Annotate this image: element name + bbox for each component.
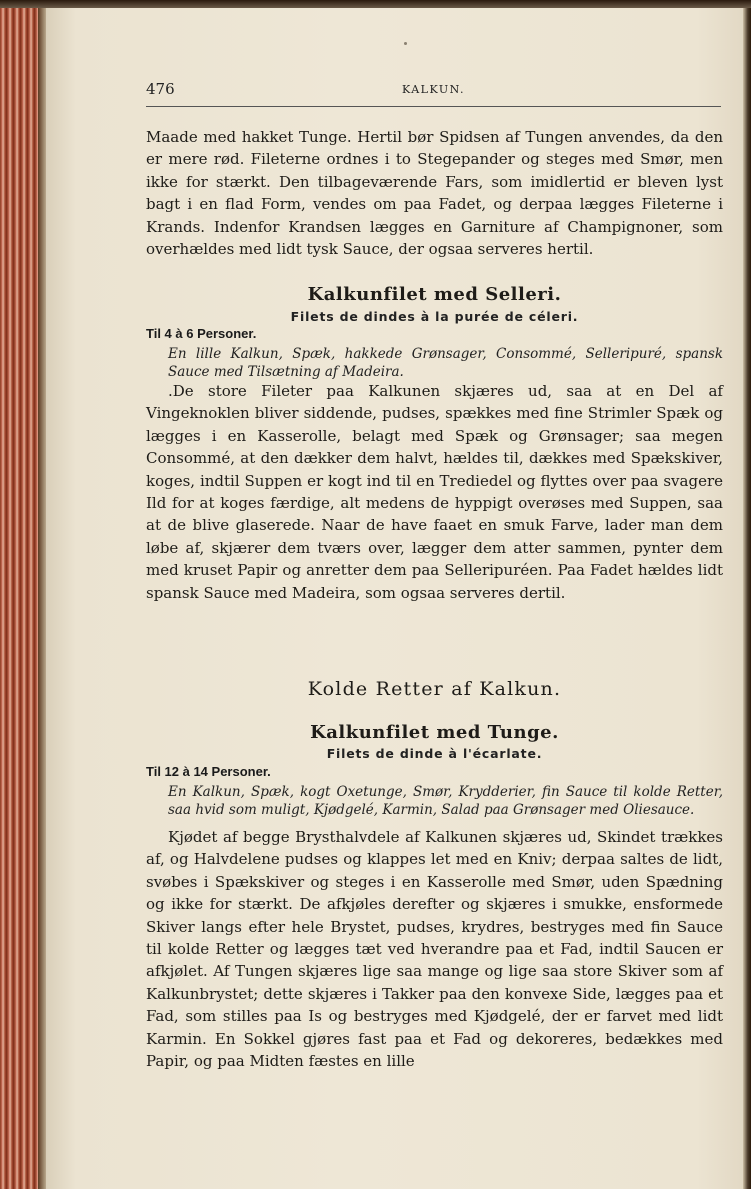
- recipe-body-tunge: Kjødet af begge Brysthalvdele af Kalkunen skjæres ud, Skindet trækkes af, og Halvdelene pudses og klappes let med en Kniv; derpaa saltes de lidt, svøbes i Spækskiver og steges i en Kasserolle med Smør, uden Spædning og ikke for stærkt. De afkjøles derefter og skjæres i smukke, ensformede Skiver langs efter hele Brystet, pudses, krydres, bestryges med fin Sauce til kolde Retter og lægges tæt ved hverandre paa et Fad, indtil Saucen er afkjølet. Af Tungen skjæres lige saa mange og lige saa store Skiver som af Kalkunbrystet; dette skjæres i Takker paa den konvexe Side, lægges paa et Fad, som stilles paa Is og bestryges med Kjødgelé, der er farvet med lidt Karmin. En Sokkel gjøres fast paa et Fad og dekoreres, bedækkes med Papir, og paa Midten fæstes en lille: [146, 828, 723, 1071]
- recipe-ingredients-selleri: En lille Kalkun, Spæk, hakkede Grønsager, Consommé, Selleripuré, spansk Sauce med Tilsætning af Madeira.: [168, 346, 723, 380]
- recipe-title-tunge: Kalkunfilet med Tunge.: [310, 722, 559, 743]
- page-right-edge: [743, 0, 751, 1189]
- page-number: 476: [146, 80, 175, 98]
- running-title: KALKUN.: [401, 83, 466, 96]
- book-page-edges: [0, 0, 40, 1189]
- page-top-edge: [0, 0, 751, 8]
- recipe-persons-selleri: Til 4 à 6 Personer.: [146, 326, 257, 341]
- recipe-subtitle-selleri: Filets de dindes à la purée de céleri.: [290, 309, 579, 324]
- recipe-subtitle-tunge: Filets de dinde à l'écarlate.: [326, 746, 543, 761]
- page-speck: [404, 42, 407, 45]
- recipe-ingredients-tunge: En Kalkun, Spæk, kogt Oxetunge, Smør, Krydderier, fin Sauce til kolde Retter, saa hvid som muligt, Kjødgelé, Karmin, Salad paa Grønsager med Oliesauce.: [168, 784, 723, 818]
- book-spine-shadow: [38, 0, 46, 1189]
- recipe-title-selleri: Kalkunfilet med Selleri.: [307, 284, 562, 305]
- recipe-body-selleri: .De store Fileter paa Kalkunen skjæres ud, saa at en Del af Vingeknoklen bliver siddende, pudses, spækkes med fine Strimler Spæk og lægges i en Kasserolle, belagt med Spæk og Grønsager; saa megen Consommé, at den dækker dem halvt, hældes til, dækkes med Spækskiver, koges, indtil Suppen er kogt ind til en Trediedel og flyttes over paa svagere Ild for at koges færdige, alt medens de hyppigt overøses med Suppen, saa at de blive glaserede. Naar de have faaet en smuk Farve, lader man dem løbe af, skjærer dem tværs over, lægger dem atter sammen, pynter dem med kruset Papir og anretter dem paa Selleripuréen. Paa Fadet hældes lidt spansk Sauce med Madeira, som ogsaa serveres dertil.: [146, 382, 723, 602]
- page-header: [146, 80, 721, 107]
- recipe-persons-tunge: Til 12 à 14 Personer.: [146, 764, 271, 779]
- section-heading-cold-dishes: Kolde Retter af Kalkun.: [307, 678, 562, 700]
- intro-paragraph: Maade med hakket Tunge. Hertil bør Spidsen af Tungen anvendes, da den er mere rød. Fileterne ordnes i to Stegepander og steges med Smør, men ikke for stærkt. Den tilbageværende Fars, som imidlertid er bleven lyst bagt i en flad Form, vendes om paa Fadet, og derpaa lægges Fileterne i Krands. Indenfor Krandsen lægges en Garniture af Champignoner, som overhældes med lidt tysk Sauce, der ogsaa serveres hertil.: [146, 128, 723, 259]
